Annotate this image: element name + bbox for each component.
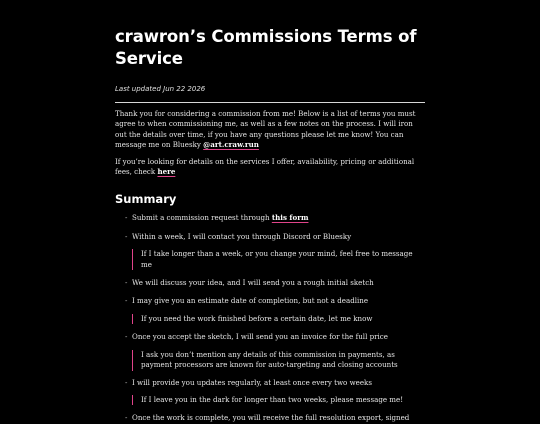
note-callout: If you need the work finished before a certain date, let me know: [132, 314, 425, 324]
note-callout: If I leave you in the dark for longer than two weeks, please message me!: [132, 395, 425, 405]
bullet-dash: -: [125, 231, 128, 241]
bullet-dash: -: [125, 278, 128, 288]
bullet-dash: -: [125, 213, 128, 223]
bullet-dash: -: [125, 377, 128, 387]
divider: [115, 102, 425, 103]
item-text: Within a week, I will contact you through Discord or Bluesky: [132, 231, 352, 241]
bullet-dash: -: [125, 296, 128, 306]
item-text: Submit a commission request through: [132, 213, 272, 223]
services-link[interactable]: here: [157, 167, 176, 177]
tos-page: [115, 0, 425, 424]
note-callout: I ask you don’t mention any details of this commission in payments, as payment processors are known for auto-targeting and closing accounts: [132, 350, 425, 371]
services-paragraph: [115, 157, 425, 178]
item-text: Once the work is complete, you will receive the full resolution export, signed: [132, 413, 410, 423]
list-item: [115, 332, 425, 342]
item-text: Once you accept the sketch, I will send you an invoice for the full price: [132, 332, 388, 342]
list-item: [115, 413, 425, 423]
list-item: [115, 278, 425, 288]
bullet-dash: -: [125, 332, 128, 342]
list-item: [115, 213, 425, 223]
list-item: [115, 232, 425, 242]
bullet-dash: -: [125, 413, 128, 423]
summary-list: [115, 213, 425, 423]
last-updated: Last updated Jun 22 2026: [115, 85, 206, 93]
item-text: I may give you an estimate date of completion, but not a deadline: [132, 296, 369, 306]
bluesky-link[interactable]: @art.craw.run: [203, 140, 259, 150]
commission-form-link[interactable]: this form: [271, 213, 309, 223]
summary-heading: Summary: [115, 192, 177, 207]
intro-paragraph: [115, 109, 425, 151]
note-callout: If I take longer than a week, or you change your mind, feel free to message me: [132, 249, 425, 270]
page-title: crawron’s Commissions Terms of Service: [115, 27, 417, 68]
intro-text: Thank you for considering a commission from me! Below is a list of terms you must agree to when commissioning me, as well as a few notes on the process. I will iron out the details over time, if you have any questions please let me know! You can message me on Bluesky: [115, 109, 416, 150]
list-item: [115, 296, 425, 306]
services-text: If you’re looking for details on the services I offer, availability, pricing or additional fees, check: [115, 156, 415, 177]
list-item: [115, 378, 425, 388]
item-text: I will provide you updates regularly, at least once every two weeks: [132, 377, 372, 387]
item-text: We will discuss your idea, and I will send you a rough initial sketch: [132, 278, 374, 288]
